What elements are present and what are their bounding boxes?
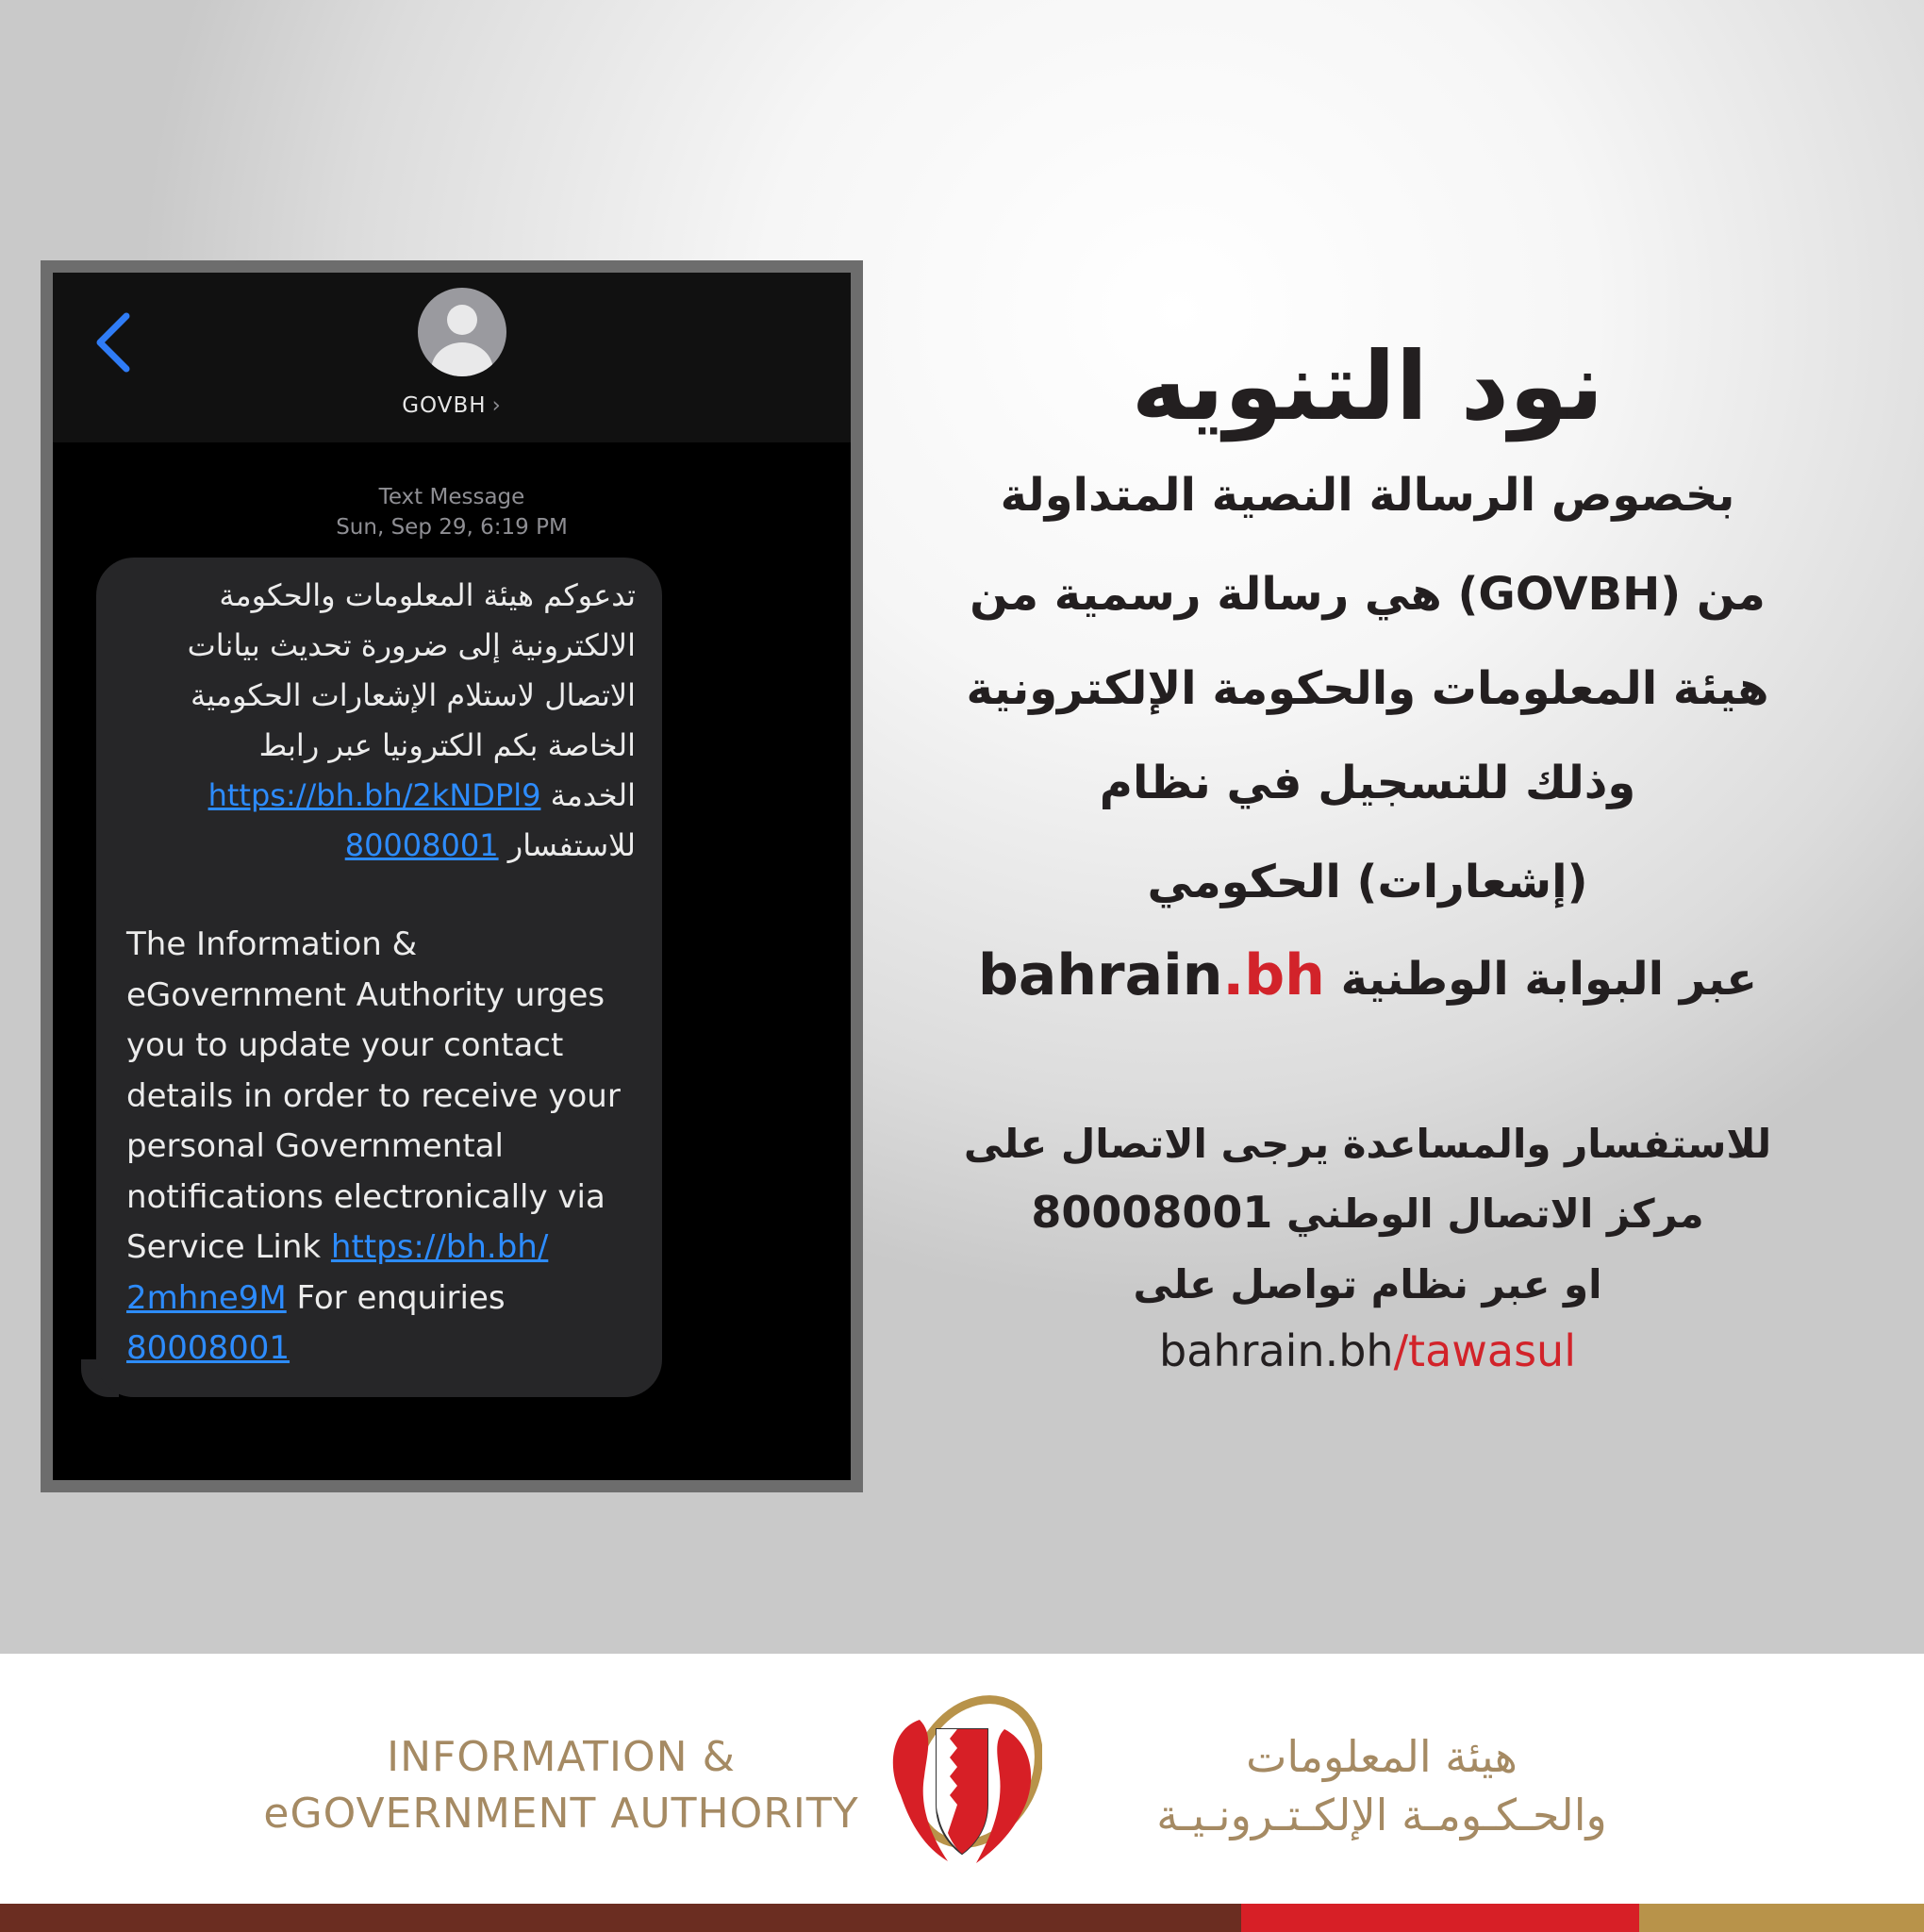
announcement-line: وذلك للتسجيل في نظام — [1099, 757, 1636, 809]
announcement-text: هي رسالة رسمية من — [970, 568, 1442, 621]
org-name-ar — [1052, 1727, 1712, 1844]
stripe-brown — [0, 1904, 1241, 1932]
org-name-en-line: eGOVERNMENT AUTHORITY — [263, 1790, 859, 1838]
announcement-text: عبر البوابة الوطنية — [1340, 953, 1758, 1006]
message-ar-line — [126, 821, 636, 871]
message-ar-text: للاستفسار — [507, 827, 636, 863]
message-ar-line — [126, 771, 636, 821]
stripe-gold — [1639, 1904, 1924, 1932]
service-link-en[interactable]: https://bh.bh/ 2mhne9M — [126, 1228, 549, 1317]
back-chevron-icon[interactable] — [89, 308, 145, 375]
announcement-line: بخصوص الرسالة النصية المتداولة — [1000, 469, 1735, 522]
message-ar-line: الالكترونية إلى ضرورة تحديث بيانات — [187, 627, 636, 663]
contact-line — [905, 1186, 1830, 1241]
tawasul-link[interactable] — [905, 1323, 1830, 1379]
stripe-red — [1241, 1904, 1639, 1932]
portal-domain-tld: .bh — [1222, 942, 1325, 1008]
message-type-label: Text Message — [378, 485, 525, 509]
conversation-header — [53, 273, 851, 442]
message-en-text — [126, 920, 636, 1374]
announcement-headline: نود التنويه — [1131, 331, 1604, 441]
contact-text: مركز الاتصال الوطني — [1286, 1191, 1704, 1237]
contact-line: للاستفسار والمساعدة يرجى الاتصال على — [963, 1121, 1772, 1167]
chevron-right-icon: › — [491, 393, 502, 418]
portal-domain[interactable] — [978, 942, 1325, 1008]
tawasul-path: /tawasul — [1393, 1325, 1576, 1376]
contact-name-label: GOVBH — [402, 393, 487, 418]
contact-avatar-icon[interactable] — [418, 288, 506, 376]
org-name-en-line: INFORMATION & — [387, 1733, 736, 1781]
message-ar-line: الخاصة بكم الكترونيا عبر رابط — [258, 727, 636, 763]
message-meta — [53, 482, 851, 542]
announcement-line: هيئة المعلومات والحكومة الإلكترونية — [966, 662, 1769, 715]
org-name-ar-line: هيئة المعلومات — [1246, 1731, 1518, 1782]
message-ar-line: الاتصال لاستلام الإشعارات الحكومية — [191, 677, 636, 713]
service-link-ar[interactable]: https://bh.bh/2kNDPl9 — [207, 777, 541, 813]
tawasul-domain: bahrain.bh — [1159, 1325, 1394, 1376]
footer-stripe — [0, 1904, 1924, 1932]
portal-domain-main: bahrain — [977, 942, 1223, 1008]
contact-name[interactable] — [53, 393, 851, 418]
announcement-line — [905, 942, 1830, 1008]
org-name-en — [250, 1729, 872, 1842]
footer — [0, 1654, 1924, 1904]
phone-link-en[interactable]: 80008001 — [126, 1329, 290, 1367]
announcement-text: من — [1696, 568, 1766, 621]
sender-code: (GOVBH) — [1457, 568, 1682, 621]
contact-number[interactable]: 80008001 — [1031, 1187, 1273, 1238]
bahrain-emblem-icon — [882, 1682, 1042, 1871]
contact-line: او عبر نظام تواصل على — [1133, 1261, 1602, 1307]
sms-screenshot — [41, 260, 863, 1492]
message-timestamp: Sun, Sep 29, 6:19 PM — [336, 515, 568, 540]
org-name-ar-line: والحـكـومـة الإلكـتـرونـيـة — [1156, 1790, 1607, 1840]
announcement-line — [905, 566, 1830, 623]
message-ar-line: تدعوكم هيئة المعلومات والحكومة — [219, 577, 636, 613]
message-en-enquiries: For enquiries — [286, 1278, 506, 1317]
message-en-body: The Information & eGovernment Authority urges you to update your contact details in order to receive your personal Governmental notifications electronically via Service Link — [126, 925, 621, 1266]
announcement-line: (إشعارات) الحكومي — [1147, 856, 1588, 908]
message-ar-text: الخدمة — [550, 777, 636, 813]
message-bubble[interactable] — [96, 558, 662, 1397]
phone-link-ar[interactable]: 80008001 — [344, 827, 499, 863]
